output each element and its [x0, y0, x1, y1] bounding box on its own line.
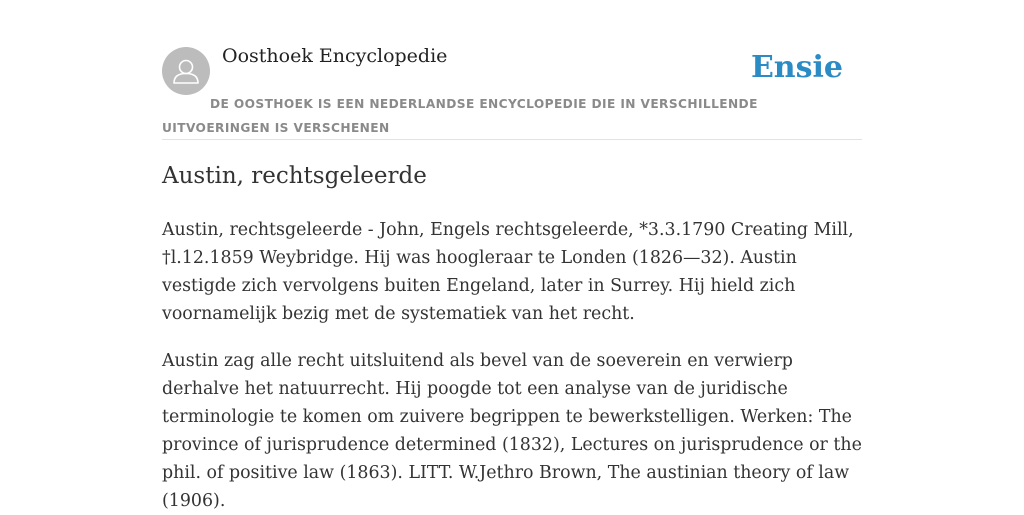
- article-title: Austin, rechtsgeleerde: [162, 163, 427, 189]
- page: [162, 0, 862, 511]
- brand-logo-link[interactable]: Ensie: [750, 50, 843, 85]
- user-silhouette-icon[interactable]: [162, 47, 210, 95]
- article-paragraph: Austin zag alle recht uitsluitend als bevel van de soeverein en verwierp derhalve het natuurrecht. Hij poogde tot een analyse van de juridische terminologie te komen om zuivere begrippen te bewerkstelligen. Werken: The province of jurisprudence determined (1832), Lectures on jurisprudence or the phil. of positive law (1863). LITT. W.Jethro Brown, The austinian theory of law (1906).: [162, 351, 862, 511]
- article-paragraph: Austin, rechtsgeleerde - John, Engels rechtsgeleerde, *3.3.1790 Creating Mill, †l.12.1859 Weybridge. Hij was hoogleraar te Londen (1826—32). Austin vestigde zich vervolgens buiten Engeland, later in Surrey. Hij hield zich voornamelijk bezig met de systematiek van het recht.: [162, 220, 854, 324]
- site-tagline: DE OOSTHOEK IS EEN NEDERLANDSE ENCYCLOPEDIE DIE IN VERSCHILLENDE UITVOERINGEN IS VERSCHENEN: [162, 97, 758, 135]
- site-name-link[interactable]: Oosthoek Encyclopedie: [222, 45, 448, 67]
- site-header: [162, 0, 862, 140]
